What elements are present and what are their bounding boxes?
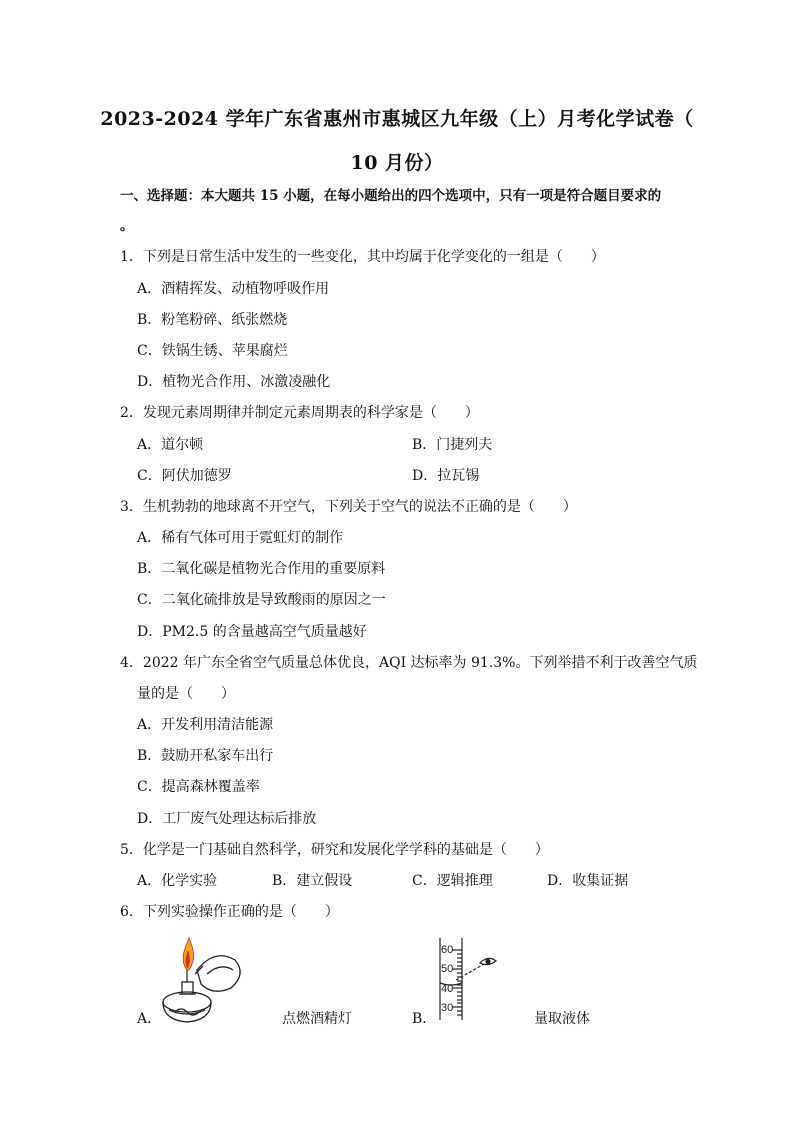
question-1-stem: 1．下列是日常生活中发生的一些变化，其中均属于化学变化的一组是（ ） bbox=[120, 249, 605, 265]
question-6-stem: 6．下列实验操作正确的是（ ） bbox=[120, 904, 339, 920]
cylinder-tick-40: 40 bbox=[441, 983, 454, 995]
question-6-option-a: A． bbox=[137, 1011, 162, 1027]
question-3-option-b: B．二氧化碳是植物光合作用的重要原料 bbox=[137, 561, 386, 577]
question-6-option-b: B． bbox=[412, 1011, 437, 1027]
eye-icon bbox=[480, 958, 496, 964]
question-2-stem: 2．发现元素周期律并制定元素周期表的科学家是（ ） bbox=[120, 405, 479, 421]
question-1-option-d: D．植物光合作用、冰激凌融化 bbox=[137, 374, 331, 390]
alcohol-lamp-illustration bbox=[155, 930, 250, 1025]
question-6-caption-a: 点燃酒精灯 bbox=[282, 1011, 352, 1027]
question-5-option-b: B．建立假设 bbox=[272, 873, 353, 889]
section-heading-text: 一、选择题：本大题共 15 小题，在每小题给出的四个选项中，只有一项是符合题目要求的 bbox=[120, 188, 662, 204]
question-4-option-c: C．提高森林覆盖率 bbox=[137, 779, 260, 795]
question-1-option-c: C．铁锅生锈、苹果腐烂 bbox=[137, 343, 288, 359]
question-5-stem: 5．化学是一门基础自然科学，研究和发展化学学科的基础是（ ） bbox=[120, 842, 549, 858]
question-3-option-a: A．稀有气体可用于霓虹灯的制作 bbox=[137, 530, 344, 546]
question-5-option-c: C．逻辑推理 bbox=[412, 873, 493, 889]
question-3-stem: 3．生机勃勃的地球离不开空气，下列关于空气的说法不正确的是（ ） bbox=[120, 499, 577, 515]
section-heading bbox=[120, 181, 680, 241]
question-4-option-d: D．工厂废气处理达标后排放 bbox=[137, 811, 317, 827]
question-3-option-d: D．PM2.5 的含量越高空气质量越好 bbox=[137, 624, 367, 640]
question-1-option-b: B．粉笔粉碎、纸张燃烧 bbox=[137, 312, 288, 328]
cylinder-tick-60: 60 bbox=[441, 944, 454, 956]
question-1-option-a: A．酒精挥发、动植物呼吸作用 bbox=[137, 281, 330, 297]
question-3-option-c: C．二氧化硫排放是导致酸雨的原因之一 bbox=[137, 592, 386, 608]
question-5-option-d: D．收集证据 bbox=[547, 873, 629, 889]
question-2-option-c: C．阿伏加德罗 bbox=[137, 468, 232, 484]
paper-title-line-2: 10 月份） bbox=[350, 152, 444, 174]
question-5-option-a: A．化学实验 bbox=[137, 873, 218, 889]
question-2-option-a: A．道尔顿 bbox=[137, 437, 204, 453]
question-4-option-a: A．开发利用清洁能源 bbox=[137, 717, 274, 733]
question-2-option-b: B．门捷列夫 bbox=[412, 437, 493, 453]
question-4-option-b: B．鼓励开私家车出行 bbox=[137, 748, 274, 764]
paper-title-line-1: 2023-2024 学年广东省惠州市惠城区九年级（上）月考化学试卷（ bbox=[100, 108, 694, 130]
question-2-option-d: D．拉瓦锡 bbox=[412, 468, 480, 484]
cylinder-tick-50: 50 bbox=[441, 963, 454, 975]
question-6-caption-b: 量取液体 bbox=[534, 1011, 590, 1027]
section-heading-end: 。 bbox=[120, 218, 134, 234]
question-4-stem-line-1: 4．2022 年广东全省空气质量总体优良，AQI 达标率为 91.3%。下列举措不利于改善空气质 bbox=[120, 655, 698, 671]
question-4-stem-line-2: 量的是（ ） bbox=[137, 686, 235, 702]
graduated-cylinder-illustration bbox=[430, 936, 510, 1021]
cylinder-tick-30: 30 bbox=[441, 1002, 454, 1014]
